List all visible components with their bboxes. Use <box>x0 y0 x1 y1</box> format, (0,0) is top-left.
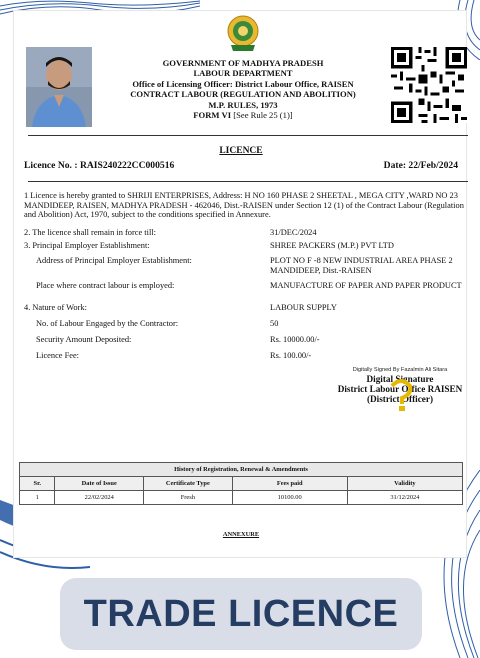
field-label: Place where contract labour is employed: <box>36 281 175 290</box>
field-label: 3. Principal Employer Establishment: <box>24 241 150 250</box>
field-label: Security Amount Deposited: <box>36 335 132 344</box>
document-title: LICENCE <box>219 146 263 156</box>
header-office: Office of Licensing Officer: District Labour Office, RAISEN <box>132 78 354 89</box>
table-cell: Fresh <box>144 491 233 505</box>
field-value: 50 <box>270 319 279 328</box>
document-header <box>109 58 377 120</box>
table-cell: 1 <box>20 491 55 505</box>
qr-code <box>391 47 467 123</box>
table-row <box>20 491 463 505</box>
table-cell: 31/12/2024 <box>347 491 462 505</box>
field-value: Rs. 10000.00/- <box>270 335 320 344</box>
field-value: MANUFACTURE OF PAPER AND PAPER PRODUCT <box>270 281 462 290</box>
trade-licence-banner: TRADE LICENCE <box>60 578 422 650</box>
header-act: CONTRACT LABOUR (REGULATION AND ABOLITION) <box>130 89 356 100</box>
field-label: No. of Labour Engaged by the Contractor: <box>36 319 179 328</box>
madhya-pradesh-emblem-icon <box>227 15 259 53</box>
annexure-heading: ANNEXURE <box>222 531 260 538</box>
field-value: PLOT NO F -8 NEW INDUSTRIAL AREA PHASE 2 MANDIDEEP, Dist.-RAISEN <box>270 256 453 275</box>
field-value: Rs. 100.00/- <box>270 351 312 360</box>
table-header: Date of Issue <box>55 477 144 491</box>
table-header: Validity <box>347 477 462 491</box>
field-label: Address of Principal Employer Establishment: <box>36 256 192 265</box>
table-cell: 10100.00 <box>232 491 347 505</box>
table-cell: 22/02/2024 <box>55 491 144 505</box>
header-rules: M.P. RULES, 1973 <box>208 99 278 110</box>
field-label: Licence Fee: <box>36 351 80 360</box>
divider <box>28 181 468 182</box>
header-form: FORM VI [See Rule 25 (1)] <box>193 110 293 121</box>
verified-check-icon <box>388 378 414 412</box>
table-header: Sr. <box>20 477 55 491</box>
divider <box>28 135 468 136</box>
licence-number: Licence No. : RAIS240222CC000516 <box>24 160 175 171</box>
signature-role: (District Officer) <box>366 394 434 405</box>
signature-title: Digital Signature <box>366 374 434 384</box>
field-label: 2. The licence shall remain in force till: <box>24 228 156 237</box>
grant-paragraph: 1 Licence is hereby granted to SHRIJI ENTERPRISES, Address: H NO 160 PHASE 2 SHEETAL , MEGA CITY ,WARD NO 23 MANDIDEEP, RAISEN, MADHYA PRADESH - 462046, Dist.-RAISEN under Section 12 (1) of the Contract Labour (Regulation and Abolition) Act, 1970, subject to the conditions specified in Annexure. <box>24 191 464 220</box>
licence-document <box>13 10 467 558</box>
field-value: LABOUR SUPPLY <box>270 303 337 312</box>
field-value: SHREE PACKERS (M.P.) PVT LTD <box>270 241 394 250</box>
digital-sign-line: Digitally Signed By Fazalmin Ali Sitara <box>352 367 448 373</box>
table-header: Fees paid <box>232 477 347 491</box>
history-table <box>19 462 463 505</box>
history-table-caption: History of Registration, Renewal & Amendments <box>20 463 463 477</box>
licence-date: Date: 22/Feb/2024 <box>383 160 458 171</box>
applicant-photo <box>26 47 92 127</box>
header-government: GOVERNMENT OF MADHYA PRADESH <box>162 58 324 68</box>
field-label: 4. Nature of Work: <box>24 303 87 312</box>
field-value: 31/DEC/2024 <box>270 228 317 237</box>
table-header: Certificate Type <box>144 477 233 491</box>
signature-office: District Labour Office RAISEN <box>337 384 463 395</box>
header-department: LABOUR DEPARTMENT <box>193 68 293 79</box>
